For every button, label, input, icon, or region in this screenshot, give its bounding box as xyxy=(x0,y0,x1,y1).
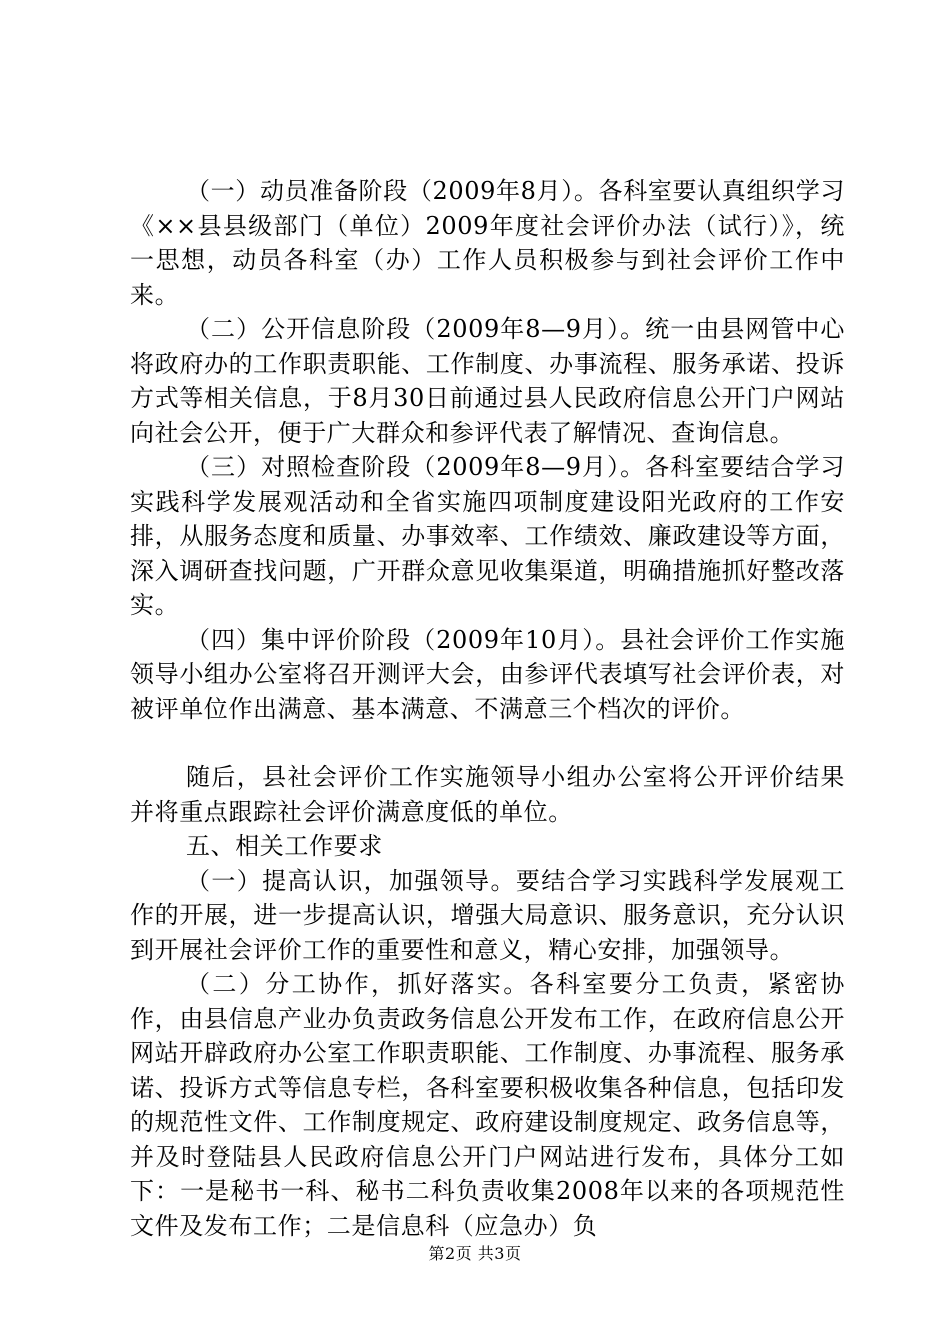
section-heading-requirements: 五、相关工作要求 xyxy=(186,832,383,860)
document-body xyxy=(130,174,845,1243)
page-number-footer: 第2页 共3页 xyxy=(428,1244,522,1263)
paragraph-gap xyxy=(130,726,845,760)
paragraph-division-of-work: （二）分工协作，抓好落实。各科室要分工负责，紧密协作，由县信息产业办负责政务信息公开发布工作，在政府信息公开网站开辟政府办公室工作职责职能、工作制度、办事流程、服务承诺、投诉方式等信息专栏，各科室要积极收集各种信息，包括印发的规范性文件、工作制度规定、政府建设制度规定、政务信息等，并及时登陆县人民政府信息公开门户网站进行发布，具体分工如下：一是秘书一科、秘书二科负责收集2008年以来的各项规范性文件及发布工作；二是信息科（应急办）负 xyxy=(130,970,845,1240)
paragraph-information-disclosure-stage: （二）公开信息阶段（2009年8—9月）。统一由县网管中心将政府办的工作职责职能、工作制度、办事流程、服务承诺、投诉方式等相关信息，于8月30日前通过县人民政府信息公开门户网站向社会公开，便于广大群众和参评代表了解情况、查询信息。 xyxy=(130,315,845,447)
paragraph-mobilization-stage: （一）动员准备阶段（2009年8月）。各科室要认真组织学习《××县县级部门（单位）2009年度社会评价办法（试行）》，统一思想，动员各科室（办）工作人员积极参与到社会评价工作中来。 xyxy=(130,177,845,309)
paragraph-follow-up: 随后，县社会评价工作实施领导小组办公室将公开评价结果并将重点跟踪社会评价满意度低的单位。 xyxy=(130,763,845,826)
paragraph-leadership: （一）提高认识，加强领导。要结合学习实践科学发展观工作的开展，进一步提高认识，增强大局意识、服务意识，充分认识到开展社会评价工作的重要性和意义，精心安排，加强领导。 xyxy=(130,866,845,964)
paragraph-self-check-stage: （三）对照检查阶段（2009年8—9月）。各科室要结合学习实践科学发展观活动和全省实施四项制度建设阳光政府的工作安排，从服务态度和质量、办事效率、工作绩效、廉政建设等方面，深入调研查找问题，广开群众意见收集渠道，明确措施抓好整改落实。 xyxy=(130,453,845,619)
paragraph-evaluation-stage: （四）集中评价阶段（2009年10月）。县社会评价工作实施领导小组办公室将召开测评大会，由参评代表填写社会评价表，对被评单位作出满意、基本满意、不满意三个档次的评价。 xyxy=(130,625,845,723)
